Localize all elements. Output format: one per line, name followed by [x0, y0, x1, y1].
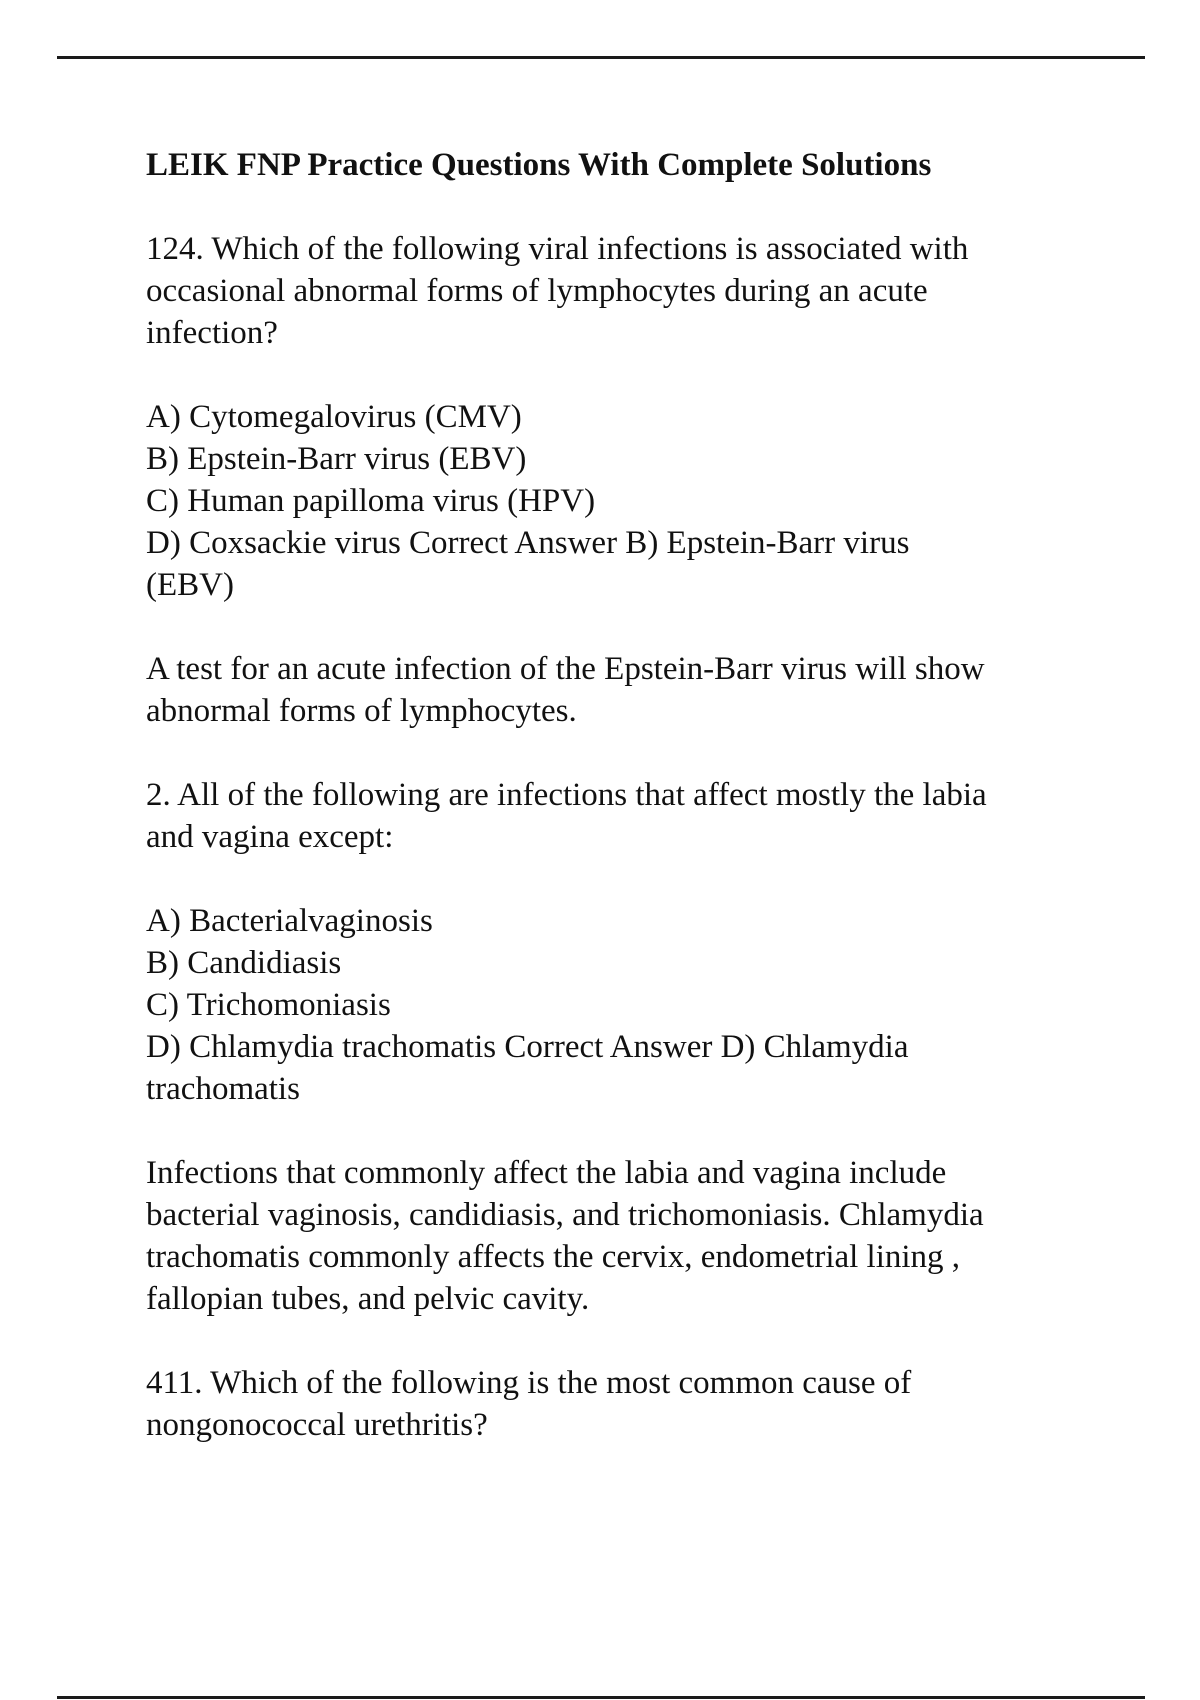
text-line: infection?: [146, 315, 278, 351]
text-line: and vagina except:: [146, 819, 394, 855]
document-title: LEIK FNP Practice Questions With Complete Solutions: [146, 147, 932, 183]
question-124-options: [146, 396, 1106, 606]
header-rule: [57, 56, 1145, 59]
option-c: C) Human papilloma virus (HPV): [146, 483, 596, 519]
text-line: nongonococcal urethritis?: [146, 1407, 488, 1443]
question-2-options: [146, 900, 1106, 1110]
question-411: [146, 1362, 1106, 1446]
option-c: C) Trichomoniasis: [146, 987, 391, 1023]
text-line: 411. Which of the following is the most common cause of: [146, 1365, 912, 1401]
text-line: fallopian tubes, and pelvic cavity.: [146, 1281, 590, 1317]
text-line: 124. Which of the following viral infections is associated with: [146, 231, 969, 267]
footer-rule: [57, 1696, 1145, 1699]
option-b: B) Candidiasis: [146, 945, 342, 981]
text-line: abnormal forms of lymphocytes.: [146, 693, 577, 729]
question-2: [146, 774, 1106, 858]
text-line: bacterial vaginosis, candidiasis, and trichomoniasis. Chlamydia: [146, 1197, 984, 1233]
text-line: 2. All of the following are infections that affect mostly the labia: [146, 777, 987, 813]
option-d-with-answer: D) Coxsackie virus Correct Answer B) Epstein-Barr virus: [146, 525, 910, 561]
document-body: [146, 144, 1106, 1488]
option-d-with-answer: D) Chlamydia trachomatis Correct Answer D) Chlamydia: [146, 1029, 909, 1065]
question-124: [146, 228, 1106, 354]
text-line: A test for an acute infection of the Epstein-Barr virus will show: [146, 651, 985, 687]
option-a: A) Cytomegalovirus (CMV): [146, 399, 522, 435]
text-line: occasional abnormal forms of lymphocytes during an acute: [146, 273, 928, 309]
question-2-explanation: [146, 1152, 1106, 1320]
question-124-explanation: [146, 648, 1106, 732]
option-b: B) Epstein-Barr virus (EBV): [146, 441, 527, 477]
text-line: trachomatis commonly affects the cervix, endometrial lining ,: [146, 1239, 961, 1275]
answer-continuation: trachomatis: [146, 1071, 300, 1107]
answer-continuation: (EBV): [146, 567, 234, 603]
option-a: A) Bacterialvaginosis: [146, 903, 433, 939]
text-line: Infections that commonly affect the labia and vagina include: [146, 1155, 947, 1191]
